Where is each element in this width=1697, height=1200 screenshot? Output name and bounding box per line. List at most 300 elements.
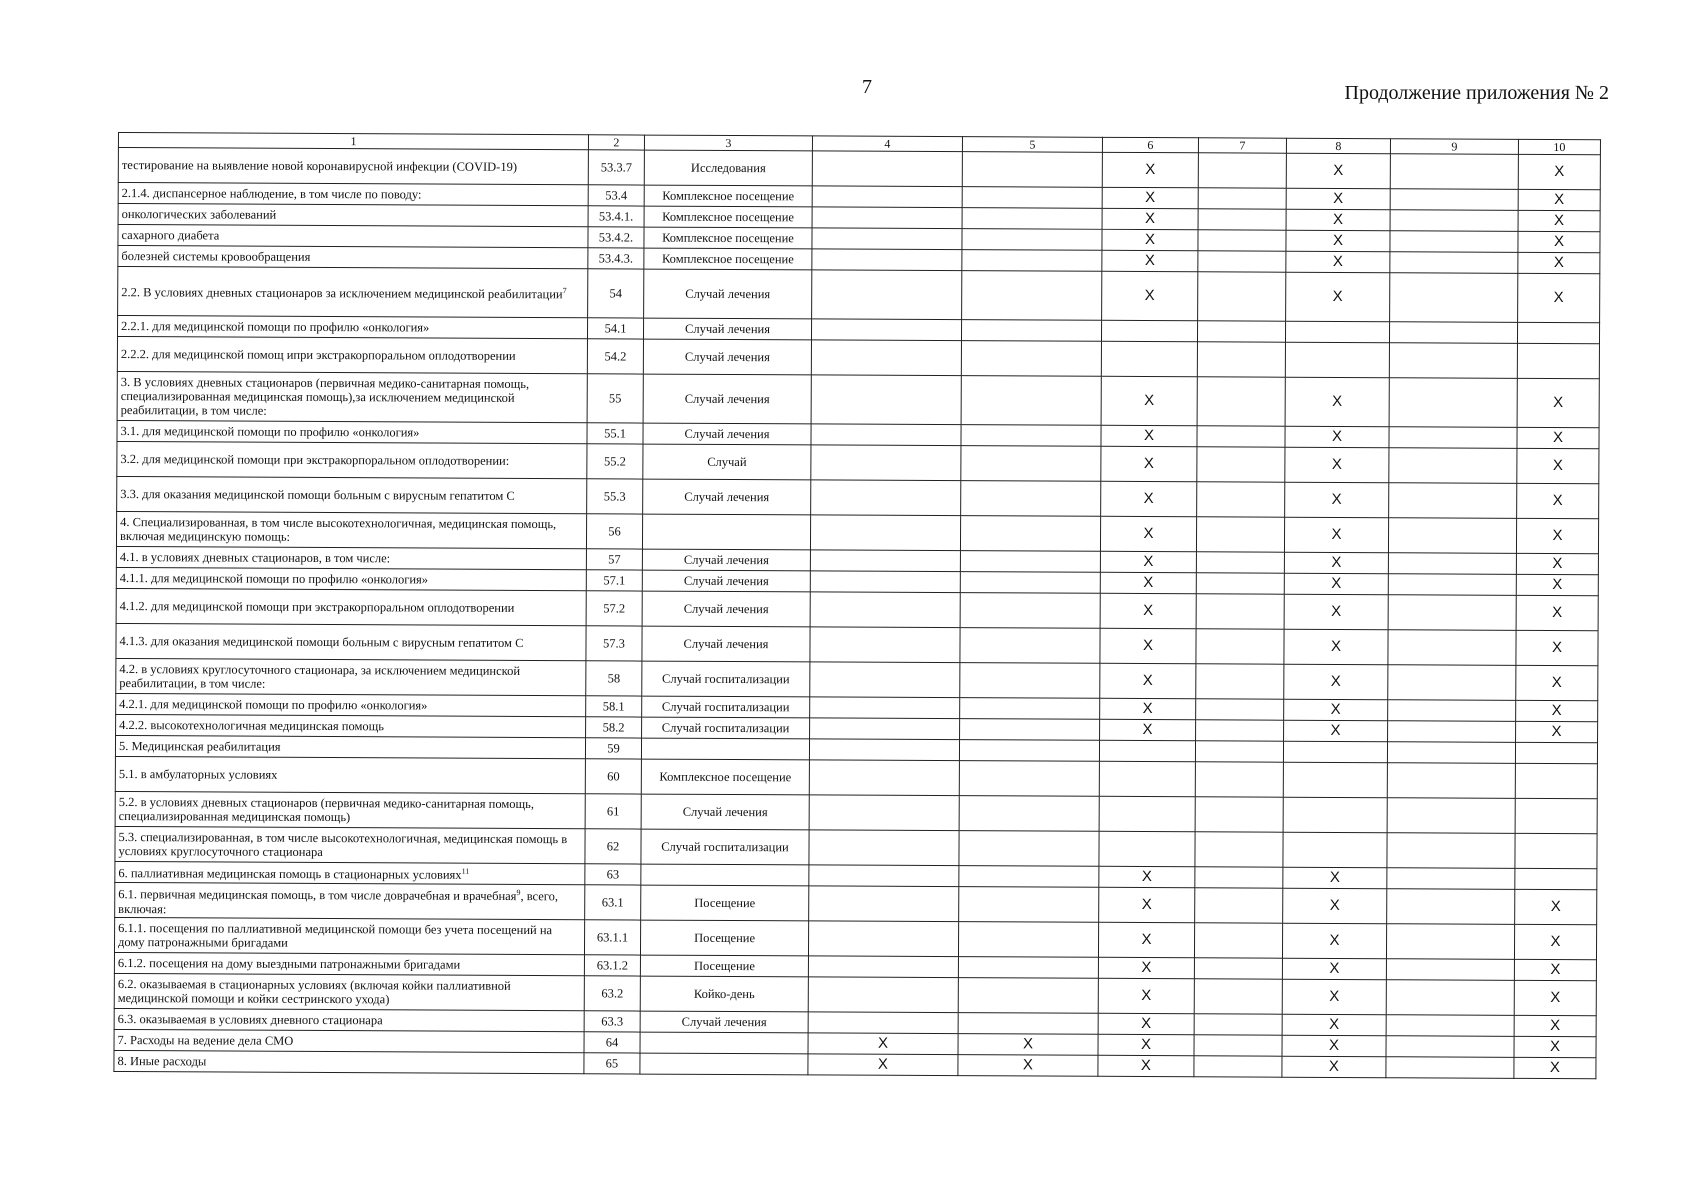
row-name: 3. В условиях дневных стационаров (первичная медико-санитарная помощь, специализированная медицинская помощь),за исключением медицинской реабилитации, в том числе: xyxy=(120,375,530,418)
row-name: 3.1. для медицинской помощи по профилю «онкология» xyxy=(120,424,420,440)
value-cell-col-10: X xyxy=(1514,1057,1596,1078)
row-unit: Случай лечения xyxy=(642,626,810,662)
row-name-cell xyxy=(114,952,584,975)
value-cell-col-9 xyxy=(1388,630,1516,666)
value-cell-col-6: X xyxy=(1098,957,1194,978)
value-cell-col-5: X xyxy=(958,1055,1098,1077)
row-name: 6.1.2. посещения на дому выездными патронажными бригадами xyxy=(117,956,461,972)
row-code: 55 xyxy=(587,374,643,423)
row-code: 63.3 xyxy=(584,1011,640,1032)
value-cell-col-5 xyxy=(960,593,1100,629)
value-cell-col-5 xyxy=(961,481,1101,517)
row-code: 63.1 xyxy=(585,885,641,920)
value-cell-col-8: X xyxy=(1284,552,1388,574)
row-name: 6.1. первичная медицинская помощь, в том числе доврачебная и врачебная xyxy=(118,887,517,904)
expense-table xyxy=(113,132,1601,1079)
value-cell-col-5 xyxy=(962,152,1102,188)
value-cell-col-9 xyxy=(1386,1057,1514,1079)
row-code: 53.4.1. xyxy=(588,206,644,227)
row-name-cell xyxy=(115,826,585,863)
value-cell-col-9 xyxy=(1390,210,1518,232)
row-unit xyxy=(640,1053,808,1075)
value-cell-col-7 xyxy=(1197,342,1285,377)
row-name-cell xyxy=(117,476,587,513)
value-cell-col-10: X xyxy=(1516,665,1598,700)
value-cell-col-5 xyxy=(960,551,1100,573)
row-code: 58 xyxy=(586,661,642,696)
row-name: 4.2. в условиях круглосуточного стационара, за исключением медицинской реабилитации, в том числе: xyxy=(119,662,521,691)
footnote-marker: 11 xyxy=(461,867,470,877)
row-name-cell xyxy=(116,714,586,737)
table-row xyxy=(117,371,1599,427)
value-cell-col-5 xyxy=(960,698,1100,720)
value-cell-col-10: X xyxy=(1518,189,1600,210)
value-cell-col-10: X xyxy=(1516,574,1598,595)
row-code: 63.1.1 xyxy=(584,920,640,955)
value-cell-col-10: X xyxy=(1517,448,1599,483)
value-cell-col-4 xyxy=(810,718,960,740)
value-cell-col-5 xyxy=(961,446,1101,482)
row-unit xyxy=(640,1032,808,1054)
row-code: 63.1.2 xyxy=(584,955,640,976)
row-code: 56 xyxy=(586,514,642,549)
page-number: 7 xyxy=(862,76,872,98)
row-code: 62 xyxy=(585,829,641,864)
value-cell-col-5 xyxy=(962,208,1102,230)
row-name: 4.1. в условиях дневных стационаров, в том числе: xyxy=(119,550,391,566)
value-cell-col-10: X xyxy=(1514,1036,1596,1057)
row-unit: Случай лечения xyxy=(642,549,810,571)
value-cell-col-8: X xyxy=(1285,482,1389,518)
row-unit: Случай лечения xyxy=(644,269,812,319)
value-cell-col-9 xyxy=(1386,1036,1514,1058)
row-name-cell xyxy=(115,756,585,793)
row-code: 53.4 xyxy=(588,185,644,206)
row-name: 2.2.2. для медицинской помощ ипри экстракорпоральном оплодотворении xyxy=(120,347,516,363)
value-cell-col-7 xyxy=(1196,699,1284,720)
row-name: 6.2. оказываемая в стационарных условиях (включая койки паллиативной медицинской помощи и койки сестринского ухода) xyxy=(117,977,511,1007)
value-cell-col-4 xyxy=(808,956,958,978)
value-cell-col-6: X xyxy=(1101,446,1197,481)
value-cell-col-10: X xyxy=(1517,483,1599,518)
value-cell-col-8: X xyxy=(1285,377,1389,427)
value-cell-col-10: X xyxy=(1516,595,1598,630)
column-number-7: 7 xyxy=(1198,138,1286,153)
row-unit: Случай лечения xyxy=(643,374,811,424)
row-code: 65 xyxy=(584,1053,640,1074)
value-cell-col-5 xyxy=(961,376,1101,426)
value-cell-col-9 xyxy=(1390,154,1518,190)
value-cell-col-10 xyxy=(1517,343,1599,378)
value-cell-col-7 xyxy=(1196,629,1284,664)
value-cell-col-9 xyxy=(1388,518,1516,554)
row-name-cell xyxy=(114,1008,584,1031)
value-cell-col-10: X xyxy=(1514,1015,1596,1036)
row-code: 57.1 xyxy=(586,570,642,591)
row-name: болезней системы кровообращения xyxy=(121,249,311,264)
row-unit: Исследования xyxy=(644,150,812,186)
row-code: 55.3 xyxy=(587,479,643,514)
value-cell-col-5 xyxy=(960,663,1100,699)
value-cell-col-7 xyxy=(1198,230,1286,251)
row-unit xyxy=(641,864,809,886)
value-cell-col-8: X xyxy=(1284,629,1388,665)
value-cell-col-6: X xyxy=(1102,187,1198,208)
row-name: 4.1.1. для медицинской помощи по профилю «онкология» xyxy=(119,571,429,587)
row-name: 3.3. для оказания медицинской помощи больным с вирусным гепатитом С xyxy=(120,487,515,503)
row-name: 8. Иные расходы xyxy=(117,1054,207,1069)
row-code: 64 xyxy=(584,1032,640,1053)
value-cell-col-9 xyxy=(1388,574,1516,596)
row-code: 58.1 xyxy=(586,696,642,717)
value-cell-col-8: X xyxy=(1286,230,1390,252)
row-unit: Посещение xyxy=(640,955,808,977)
value-cell-col-6 xyxy=(1099,761,1195,796)
value-cell-col-7 xyxy=(1198,251,1286,272)
row-name-cell xyxy=(115,882,585,919)
value-cell-col-6: X xyxy=(1100,551,1196,572)
value-cell-col-9 xyxy=(1387,833,1515,869)
value-cell-col-6: X xyxy=(1102,271,1198,320)
value-cell-col-6: X xyxy=(1098,1034,1194,1055)
value-cell-col-5 xyxy=(962,271,1102,321)
row-name: 6.1.1. посещения по паллиативной медицинской помощи без учета посещений на дому патронажными бригадами xyxy=(118,921,553,950)
value-cell-col-10: X xyxy=(1517,378,1599,427)
row-name-cell xyxy=(114,973,584,1010)
value-cell-col-5 xyxy=(962,229,1102,251)
column-number-3: 3 xyxy=(644,135,812,151)
value-cell-col-8: X xyxy=(1284,594,1388,630)
value-cell-col-5 xyxy=(960,628,1100,664)
value-cell-col-4 xyxy=(809,795,959,831)
value-cell-col-4 xyxy=(810,697,960,719)
column-number-4: 4 xyxy=(812,136,962,152)
row-name-cell xyxy=(115,735,585,758)
value-cell-col-8: X xyxy=(1284,573,1388,595)
value-cell-col-4 xyxy=(811,375,961,425)
value-cell-col-9 xyxy=(1387,798,1515,834)
row-name: 7. Расходы на ведение дела СМО xyxy=(117,1033,294,1048)
row-name-cell xyxy=(118,183,588,206)
row-name-cell xyxy=(118,267,588,318)
row-name: 5.2. в условиях дневных стационаров (первичная медико-санитарная помощь, специализированная медицинская помощь) xyxy=(118,795,535,825)
row-name: 4.1.2. для медицинской помощи при экстракорпоральном оплодотворении xyxy=(119,599,515,615)
row-unit: Случай лечения xyxy=(642,570,810,592)
value-cell-col-9 xyxy=(1386,980,1514,1016)
row-unit: Комплексное посещение xyxy=(644,206,812,228)
value-cell-col-7 xyxy=(1195,832,1283,867)
value-cell-col-6: X xyxy=(1102,250,1198,271)
row-unit: Комплексное посещение xyxy=(644,185,812,207)
value-cell-col-4 xyxy=(808,1012,958,1034)
value-cell-col-10: X xyxy=(1514,959,1596,980)
table-row xyxy=(118,267,1600,323)
value-cell-col-8: X xyxy=(1284,720,1388,742)
value-cell-col-9 xyxy=(1388,595,1516,631)
value-cell-col-4 xyxy=(810,571,960,593)
value-cell-col-6: X xyxy=(1101,481,1197,516)
value-cell-col-10: X xyxy=(1514,980,1596,1015)
value-cell-col-7 xyxy=(1198,153,1286,188)
value-cell-col-10: X xyxy=(1516,630,1598,665)
value-cell-col-5 xyxy=(958,957,1098,979)
value-cell-col-7 xyxy=(1198,209,1286,230)
value-cell-col-7 xyxy=(1197,377,1285,426)
row-code: 57.3 xyxy=(586,626,642,661)
value-cell-col-5: X xyxy=(958,1034,1098,1056)
row-code: 58.2 xyxy=(586,717,642,738)
value-cell-col-5 xyxy=(958,978,1098,1014)
value-cell-col-7 xyxy=(1194,1035,1282,1056)
row-unit: Случай госпитализации xyxy=(642,661,810,697)
row-code: 63 xyxy=(585,864,641,885)
value-cell-col-8: X xyxy=(1284,664,1388,700)
row-name-cell xyxy=(114,1050,584,1073)
value-cell-col-9 xyxy=(1387,868,1515,890)
value-cell-col-5 xyxy=(959,740,1099,762)
value-cell-col-6 xyxy=(1101,341,1197,376)
row-name-cell xyxy=(116,623,586,660)
value-cell-col-4 xyxy=(812,186,962,208)
value-cell-col-10: X xyxy=(1517,427,1599,448)
value-cell-col-8: X xyxy=(1283,888,1387,924)
value-cell-col-5 xyxy=(960,516,1100,552)
row-name: 6. паллиативная медицинская помощь в стационарных условиях xyxy=(118,866,462,883)
value-cell-col-9 xyxy=(1390,252,1518,274)
row-code: 54 xyxy=(588,269,644,318)
value-cell-col-5 xyxy=(958,922,1098,958)
row-code: 54.2 xyxy=(587,339,643,374)
value-cell-col-6 xyxy=(1101,320,1197,341)
value-cell-col-7 xyxy=(1198,272,1286,321)
value-cell-col-7 xyxy=(1194,958,1282,979)
value-cell-col-6: X xyxy=(1099,887,1195,922)
value-cell-col-7 xyxy=(1196,573,1284,594)
value-cell-col-7 xyxy=(1196,517,1284,552)
value-cell-col-8: X xyxy=(1286,272,1390,322)
value-cell-col-6: X xyxy=(1100,572,1196,593)
row-unit: Случай госпитализации xyxy=(642,717,810,739)
value-cell-col-8 xyxy=(1283,797,1387,833)
value-cell-col-9 xyxy=(1389,378,1517,428)
row-unit: Койко-день xyxy=(640,976,808,1012)
value-cell-col-10 xyxy=(1515,833,1597,868)
value-cell-col-10: X xyxy=(1516,553,1598,574)
value-cell-col-9 xyxy=(1388,665,1516,701)
value-cell-col-4 xyxy=(809,739,959,761)
value-cell-col-4 xyxy=(809,886,959,922)
value-cell-col-10: X xyxy=(1514,924,1596,959)
row-name: сахарного диабета xyxy=(121,228,220,243)
value-cell-col-9 xyxy=(1390,189,1518,211)
value-cell-col-5 xyxy=(959,866,1099,888)
value-cell-col-9 xyxy=(1388,700,1516,722)
value-cell-col-6: X xyxy=(1101,376,1197,425)
value-cell-col-6: X xyxy=(1100,663,1196,698)
row-code: 53.4.2. xyxy=(588,227,644,248)
value-cell-col-9 xyxy=(1386,959,1514,981)
value-cell-col-8: X xyxy=(1285,447,1389,483)
column-number-5: 5 xyxy=(962,137,1102,153)
row-name-cell xyxy=(118,316,588,339)
value-cell-col-6: X xyxy=(1100,698,1196,719)
value-cell-col-7 xyxy=(1194,923,1282,958)
row-name: 4. Специализированная, в том числе высокотехнологичная, медицинская помощь, включая медицинскую помощь: xyxy=(119,515,557,544)
row-name: 5.1. в амбулаторных условиях xyxy=(118,767,278,782)
value-cell-col-8 xyxy=(1285,321,1389,343)
value-cell-col-10: X xyxy=(1518,252,1600,273)
value-cell-col-4 xyxy=(811,319,961,341)
row-name-cell xyxy=(115,791,585,828)
value-cell-col-4 xyxy=(808,921,958,957)
value-cell-col-10: X xyxy=(1516,518,1598,553)
value-cell-col-7 xyxy=(1195,797,1283,832)
value-cell-col-6: X xyxy=(1102,229,1198,250)
footnote-marker: 9 xyxy=(516,888,521,898)
row-code: 59 xyxy=(585,738,641,759)
value-cell-col-6: X xyxy=(1100,516,1196,551)
column-number-2: 2 xyxy=(588,135,644,150)
row-code: 53.4.3. xyxy=(588,248,644,269)
column-number-1: 1 xyxy=(118,133,588,150)
row-code: 53.3.7 xyxy=(588,150,644,185)
value-cell-col-4 xyxy=(811,480,961,516)
value-cell-col-4 xyxy=(812,207,962,229)
value-cell-col-10: X xyxy=(1518,231,1600,252)
value-cell-col-7 xyxy=(1198,188,1286,209)
value-cell-col-5 xyxy=(961,320,1101,342)
row-unit: Случай госпитализации xyxy=(641,829,809,865)
row-name: 4.1.3. для оказания медицинской помощи больным с вирусным гепатитом С xyxy=(119,634,524,650)
row-name-cell xyxy=(115,861,585,884)
row-code: 54.1 xyxy=(587,318,643,339)
value-cell-col-9 xyxy=(1389,448,1517,484)
value-cell-col-4 xyxy=(812,249,962,271)
value-cell-col-4 xyxy=(810,662,960,698)
value-cell-col-9 xyxy=(1390,273,1518,323)
row-code: 55.1 xyxy=(587,423,643,444)
value-cell-col-9 xyxy=(1388,553,1516,575)
value-cell-col-6 xyxy=(1099,831,1195,866)
value-cell-col-7 xyxy=(1195,888,1283,923)
value-cell-col-6: X xyxy=(1098,1055,1194,1076)
table-body xyxy=(114,148,1600,1079)
row-name: 5. Медицинская реабилитация xyxy=(118,739,281,754)
value-cell-col-7 xyxy=(1194,1056,1282,1077)
value-cell-col-9 xyxy=(1388,721,1516,743)
row-unit: Комплексное посещение xyxy=(641,759,809,795)
row-code: 63.2 xyxy=(584,976,640,1011)
row-unit xyxy=(642,514,810,550)
value-cell-col-4 xyxy=(809,760,959,796)
row-name-cell xyxy=(116,546,586,569)
row-name: 4.2.1. для медицинской помощи по профилю «онкология» xyxy=(119,697,428,713)
row-name-cell xyxy=(116,588,586,625)
value-cell-col-5 xyxy=(959,831,1099,867)
row-unit: Комплексное посещение xyxy=(644,248,812,270)
row-unit: Случай лечения xyxy=(642,591,810,627)
row-name: 6.3. оказываемая в условиях дневного стационара xyxy=(117,1012,383,1028)
value-cell-col-10: X xyxy=(1516,700,1598,721)
value-cell-col-5 xyxy=(958,1013,1098,1035)
value-cell-col-8: X xyxy=(1282,979,1386,1015)
value-cell-col-4 xyxy=(809,830,959,866)
value-cell-col-7 xyxy=(1196,552,1284,573)
row-name-cell xyxy=(118,246,588,269)
row-unit: Случай лечения xyxy=(643,318,811,340)
value-cell-col-8 xyxy=(1283,741,1387,763)
value-cell-col-5 xyxy=(961,341,1101,377)
value-cell-col-6: X xyxy=(1100,628,1196,663)
column-number-10: 10 xyxy=(1518,139,1600,154)
row-name-cell xyxy=(114,917,584,954)
row-code: 60 xyxy=(585,759,641,794)
value-cell-col-8: X xyxy=(1282,1056,1386,1078)
value-cell-col-9 xyxy=(1389,427,1517,449)
value-cell-col-9 xyxy=(1387,889,1515,925)
value-cell-col-6: X xyxy=(1102,208,1198,229)
row-name-tail: , всего, включая: xyxy=(118,889,559,916)
value-cell-col-7 xyxy=(1197,426,1285,447)
value-cell-col-10 xyxy=(1515,868,1597,889)
value-cell-col-8: X xyxy=(1282,1014,1386,1036)
value-cell-col-7 xyxy=(1197,447,1285,482)
value-cell-col-8: X xyxy=(1282,958,1386,980)
row-name: 2.2. В условиях дневных стационаров за исключением медицинской реабилитации xyxy=(121,285,563,302)
value-cell-col-10: X xyxy=(1518,154,1600,189)
value-cell-col-5 xyxy=(962,187,1102,209)
row-name-cell xyxy=(117,371,587,422)
value-cell-col-10 xyxy=(1517,322,1599,343)
value-cell-col-7 xyxy=(1196,664,1284,699)
row-unit: Случай лечения xyxy=(643,423,811,445)
value-cell-col-4: X xyxy=(808,1054,958,1076)
row-name-cell xyxy=(117,337,587,374)
value-cell-col-7 xyxy=(1197,321,1285,342)
value-cell-col-4 xyxy=(812,228,962,250)
row-name-cell xyxy=(118,148,588,185)
row-name-cell xyxy=(118,225,588,248)
row-unit: Посещение xyxy=(640,920,808,956)
value-cell-col-10: X xyxy=(1516,721,1598,742)
value-cell-col-10 xyxy=(1515,742,1597,763)
value-cell-col-7 xyxy=(1197,482,1285,517)
value-cell-col-8: X xyxy=(1284,699,1388,721)
value-cell-col-10 xyxy=(1515,763,1597,798)
value-cell-col-5 xyxy=(962,250,1102,272)
value-cell-col-5 xyxy=(959,761,1099,797)
value-cell-col-4 xyxy=(811,340,961,376)
column-number-6: 6 xyxy=(1102,137,1198,152)
value-cell-col-8 xyxy=(1285,342,1389,378)
value-cell-col-10 xyxy=(1515,798,1597,833)
value-cell-col-6: X xyxy=(1099,866,1195,887)
row-name: 2.1.4. диспансерное наблюдение, в том числе по поводу: xyxy=(121,186,422,202)
row-unit: Случай лечения xyxy=(641,794,809,830)
value-cell-col-5 xyxy=(959,796,1099,832)
value-cell-col-10: X xyxy=(1518,273,1600,322)
row-name-cell xyxy=(116,658,586,695)
value-cell-col-9 xyxy=(1389,322,1517,344)
row-code: 55.2 xyxy=(587,444,643,479)
row-name-cell xyxy=(117,420,587,443)
value-cell-col-7 xyxy=(1196,720,1284,741)
row-code: 57 xyxy=(586,549,642,570)
value-cell-col-8: X xyxy=(1282,923,1386,959)
value-cell-col-5 xyxy=(960,572,1100,594)
row-unit: Комплексное посещение xyxy=(644,227,812,249)
value-cell-col-9 xyxy=(1389,343,1517,379)
